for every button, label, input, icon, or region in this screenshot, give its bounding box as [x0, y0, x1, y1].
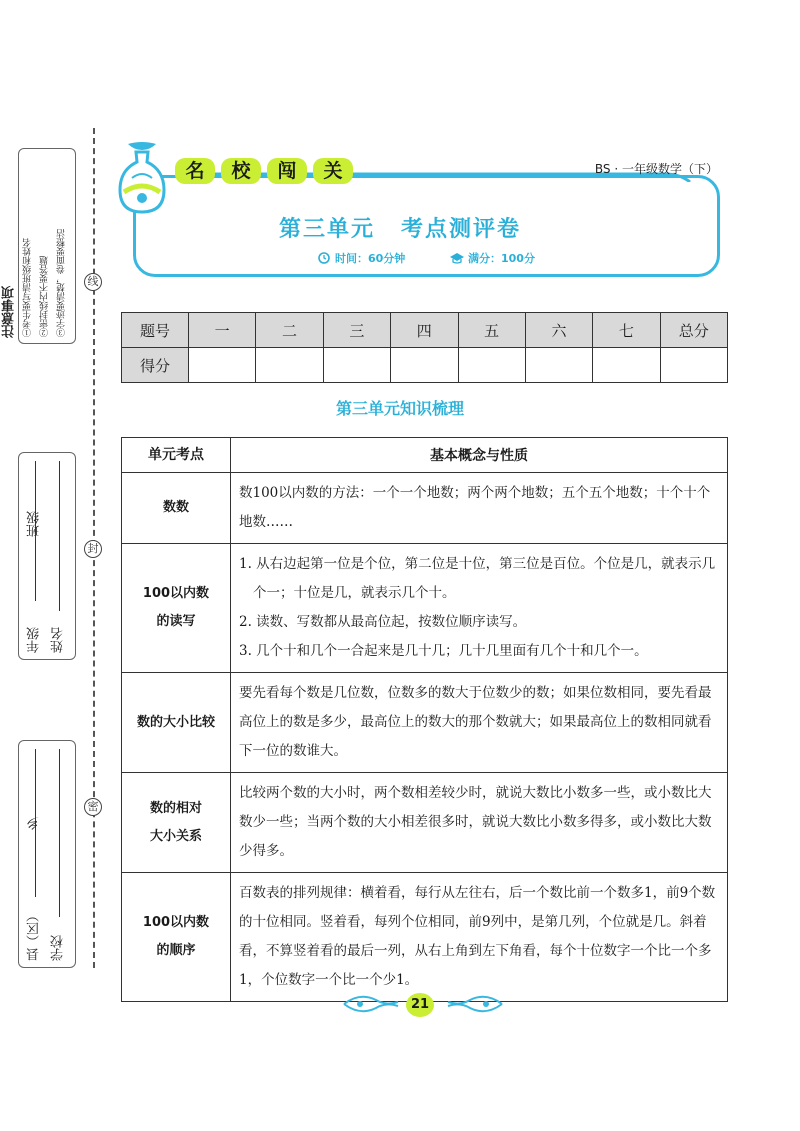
- question-number-row: [122, 313, 728, 348]
- notice-title: 注意事项: [2, 286, 17, 338]
- concept-cell: 比较两个数的大小时，两个数相差较少时，就说大数比小数多一些，或小数比大数少一些；当两个数的大小相差很多时，就说大数比小数多得多，或小数比大数少得多。: [231, 773, 728, 873]
- page-number: 21: [406, 993, 434, 1017]
- list-item: 1. 从右边起第一位是个位，第二位是十位，第三位是百位。个位是几，就表示几个一；十位是几，就表示几个十。: [239, 556, 716, 601]
- grade-label: BS · 一年级数学（下）: [594, 162, 718, 176]
- score-cell[interactable]: [189, 348, 256, 383]
- topic-cell: [122, 473, 231, 544]
- series-char-2: 校: [221, 158, 261, 184]
- bind-mark-xian: 线: [84, 273, 102, 291]
- topic-label: 数的大小比较: [136, 714, 215, 730]
- class-field-label: 班级: [27, 511, 42, 537]
- time-info: [316, 250, 405, 266]
- class-info-box: [18, 452, 76, 660]
- table-row: [122, 873, 728, 1002]
- score-cell[interactable]: [525, 348, 592, 383]
- exam-name: 考点测评卷: [401, 216, 522, 242]
- notice-line-1: ①考生要写清班级和姓名: [23, 238, 33, 337]
- unit-name: 第三单元: [278, 216, 375, 242]
- concept-cell: [231, 544, 728, 673]
- series-char-4: 关: [313, 158, 353, 184]
- name-field-line[interactable]: [59, 461, 60, 611]
- topic-label: 数数: [162, 500, 189, 515]
- school-info-box: [18, 740, 76, 968]
- topic-label: 数的相对: [149, 800, 202, 816]
- knowledge-table: [121, 437, 728, 1002]
- col-header: 一: [189, 313, 256, 348]
- time-label: 时间：60分钟: [335, 252, 406, 265]
- score-info: [449, 250, 535, 266]
- table-row: [122, 473, 728, 544]
- topic-label: 100以内数: [142, 586, 210, 601]
- table-row: [122, 773, 728, 873]
- trophy-vase-icon: [114, 140, 170, 216]
- name-field-label: 姓名: [51, 627, 66, 653]
- topic-cell: [122, 773, 231, 873]
- topic-label: 大小关系: [149, 828, 202, 844]
- bind-mark-feng: 封: [84, 540, 102, 558]
- score-cell[interactable]: [256, 348, 323, 383]
- notice-line-2: ②密封线内不要答题: [40, 256, 50, 337]
- score-cell[interactable]: [593, 348, 660, 383]
- grade-field-label: 年级: [27, 627, 42, 653]
- concept-cell: 百数表的排列规律：横着看，每行从左往右，后一个数比前一个数多1，前9个数的十位相同。竖着看，每列个位相同，前9列中，是第几列，个位就是几。斜着看，不算竖着看的最后一列，从右上角到左下角看，每个十位数字一个比一个多1，个位数字一个比一个少1。: [231, 873, 728, 1002]
- score-cell[interactable]: [391, 348, 458, 383]
- col-header: 四: [391, 313, 458, 348]
- row-label-score: 得分: [122, 348, 189, 383]
- score-table: [121, 312, 728, 383]
- col-header: 三: [323, 313, 390, 348]
- col-header: 六: [525, 313, 592, 348]
- topic-label: 100以内数: [142, 915, 210, 930]
- row-label-question: 题号: [122, 313, 189, 348]
- school-field-line[interactable]: [59, 749, 60, 917]
- col-header-topic: 单元考点: [122, 438, 231, 473]
- topic-cell: [122, 673, 231, 773]
- concept-cell: 要先看每个数是几位数，位数多的数大于位数少的数；如果位数相同，要先看最高位上的数是多少，最高位上的数大的那个数就大；如果最高位上的数相同就看下一位的数谁大。: [231, 673, 728, 773]
- clock-icon: [316, 252, 332, 264]
- grad-cap-icon: [449, 252, 465, 264]
- series-char-1: 名: [175, 158, 215, 184]
- notice-box: [18, 148, 76, 344]
- topic-label: 的读写: [156, 614, 196, 629]
- col-header-total: 总分: [660, 313, 727, 348]
- notice-line-3: ③字迹要清楚，卷面要整洁: [57, 229, 67, 337]
- list-item: 2. 读数、写数都从最高位起，按数位顺序读写。: [239, 614, 527, 630]
- col-header: 二: [256, 313, 323, 348]
- score-row: [122, 348, 728, 383]
- page-title: [0, 212, 800, 243]
- score-label: 满分：100分: [468, 252, 535, 265]
- series-char-3: 闯: [267, 158, 307, 184]
- topic-cell: [122, 873, 231, 1002]
- score-cell-total[interactable]: [660, 348, 727, 383]
- table-header-row: [122, 438, 728, 473]
- topic-cell: [122, 544, 231, 673]
- section-title: 第三单元知识梳理: [335, 399, 464, 418]
- table-row: [122, 544, 728, 673]
- school-field-label: 学校: [51, 935, 66, 961]
- col-header-concept: 基本概念与性质: [231, 438, 728, 473]
- score-cell[interactable]: [323, 348, 390, 383]
- col-header: 五: [458, 313, 525, 348]
- town-field-label: 乡: [27, 817, 42, 830]
- table-row: [122, 673, 728, 773]
- bind-mark-mi: 密: [84, 798, 102, 816]
- county-field-label: 县（区）: [27, 909, 42, 961]
- topic-label: 的顺序: [156, 943, 196, 958]
- score-cell[interactable]: [458, 348, 525, 383]
- list-item: 3. 几个十和几个一合起来是几十几；几十几里面有几个十和几个一。: [239, 643, 648, 659]
- concept-cell: 数100以内数的方法：一个一个地数；两个两个地数；五个五个地数；十个十个地数……: [231, 473, 728, 544]
- col-header: 七: [593, 313, 660, 348]
